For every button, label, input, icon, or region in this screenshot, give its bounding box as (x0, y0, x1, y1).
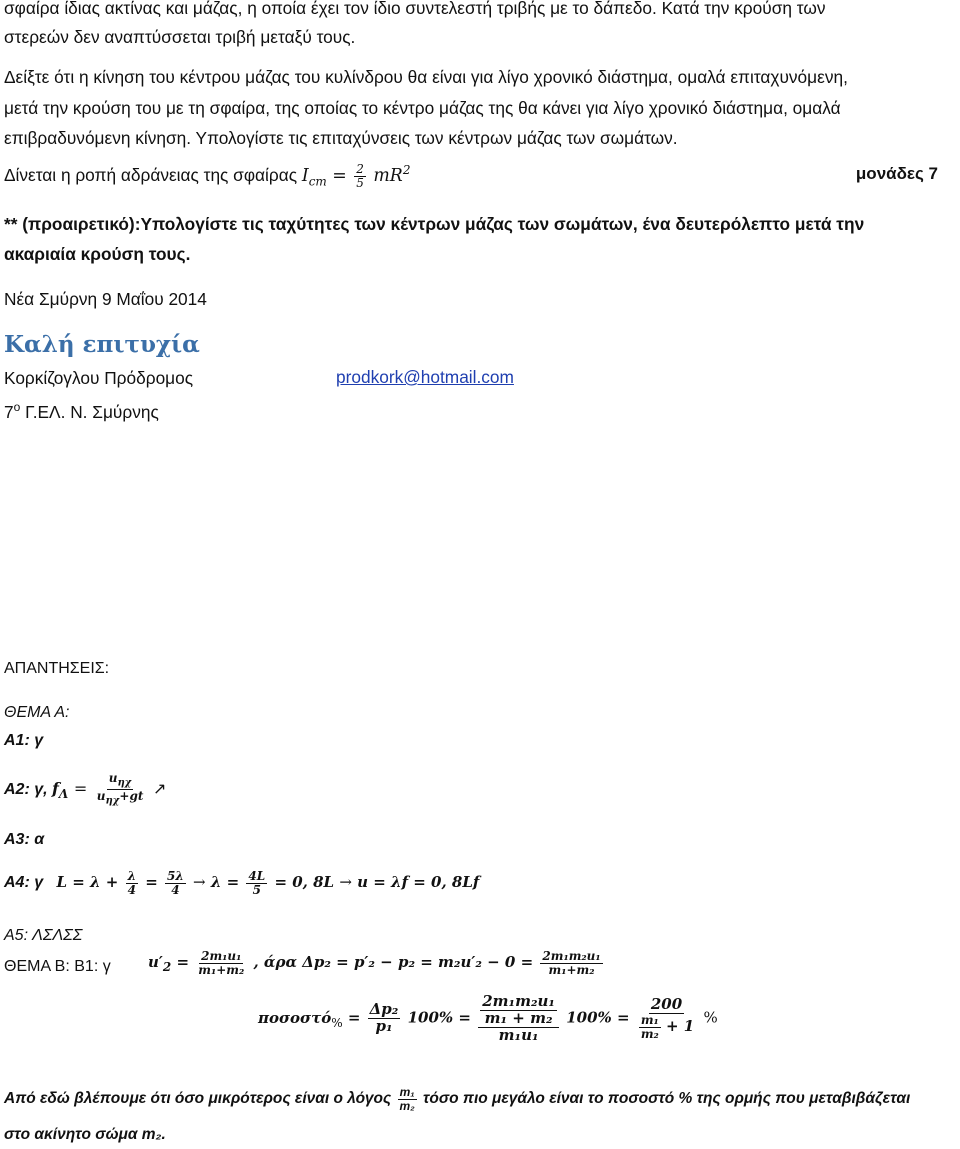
place-date: Νέα Σμύρνη 9 Μαΐου 2014 (4, 289, 207, 309)
task-line-1: Δείξτε ότι η κίνηση του κέντρου μάζας του κυλίνδρου θα είναι για λίγο χρονικό διάστημα, ομαλά επιταχυνόμενη, (4, 67, 848, 87)
author-name: Κορκίζογλου Πρόδρομος (4, 368, 194, 388)
fraction-doppler: $\frac{u_{\eta\chi}}{u_{\eta\chi}+gt}$ (96, 771, 144, 807)
optional-line-2: ακαριαία κρούση τους. (4, 244, 191, 264)
b1-formula: $u'_2$ = $\frac{\text{2m₁u₁}}{\text{m₁+m₂}}$ , άρα Δp₂ = p′₂ − p₂ = m₂u′₂ − 0 = $\frac{\text{2m₁m₂u₁}}{\text{m₁+m₂}}$ (148, 949, 601, 977)
inertia-formula: $I_{cm}$ = $\frac{2}{5}$ $mR^2$ (301, 162, 411, 190)
task-line-3: επιβραδυνόμενη κίνηση. Υπολογίστε τις επιταχύνσεις των κέντρων μάζας των σωμάτων. (4, 128, 678, 148)
answer-a2: Α2: γ, $f_\Lambda$ = $\frac{u_{\eta\chi}}{u_{\eta\chi}+gt}$ ↗ (4, 771, 167, 807)
answer-a4: Α4: γ L = λ + $\frac{\lambda}{4}$ = $\frac{5\lambda}{4}$ → λ = $\frac{4L}{5}$ = 0, 8L → u = λf = 0, 8Lf (4, 869, 480, 897)
conclusion-line-1: Από εδώ βλέπουμε ότι όσο μικρότερος είναι ο λόγος $\frac{\text{m₁}}{\text{m₂}}$ τόσο πιο μεγάλο είναι το ποσοστό % της ορμής που μεταβιβάζεται (4, 1085, 911, 1113)
answer-a5: Α5: ΛΣΛΣΣ (4, 927, 83, 944)
intro-line-1: σφαίρα ίδιας ακτίνας και μάζας, η οποία έχει τον ίδιο συντελεστή τριβής με το δάπεδο. Κατά την κρούση των (4, 0, 826, 18)
good-luck-heading: Καλή επιτυχία (4, 331, 200, 358)
author-email-link[interactable]: prodkork@hotmail.com (336, 367, 514, 387)
answer-a3: Α3: α (4, 831, 45, 848)
answers-title: ΑΠΑΝΤΗΣΕΙΣ: (4, 660, 110, 677)
increase-arrow-icon: ↗ (152, 780, 167, 798)
points-label: μονάδες 7 (855, 164, 938, 183)
optional-line-1: ** (προαιρετικό):Υπολογίστε τις ταχύτητες των κέντρων μάζας των σωμάτων, ένα δευτερόλεπτο μετά την (4, 214, 865, 234)
theme-b-heading: ΘΕΜΑ Β: Β1: γ (4, 958, 111, 975)
given-text: Δίνεται η ροπή αδράνειας της σφαίρας (4, 164, 298, 185)
fraction-two-fifths: $\frac{2}{5}$ (356, 162, 364, 190)
task-line-2: μετά την κρούση του με τη σφαίρα, της οποίας το κέντρο μάζας της θα κάνει για λίγο χρονικό διάστημα, ομαλά (4, 98, 841, 118)
given-line (4, 156, 410, 197)
intro-line-2: στερεών δεν αναπτύσσεται τριβή μεταξύ τους. (4, 27, 356, 47)
answer-a1: Α1: γ (4, 732, 44, 749)
percentage-formula: ποσοστό$_{\%}$ = $\frac{\text{Δp₂}}{\text{p₁}}$ 100% = $\frac{\frac{\text{2m₁m₂u₁}}{\text{m₁ + m₂}}}{\text{m₁u₁}}$ 100% = 200 $\frac{\text{m₁}}{\text{m₂}}$ + 1 % (258, 992, 718, 1044)
theme-a-heading: ΘΕΜΑ Α: (4, 704, 70, 721)
conclusion-line-2: στο ακίνητο σώμα m₂. (4, 1126, 166, 1143)
school-line: $7^o$ Γ.ΕΛ. Ν. Σμύρνης (4, 400, 159, 422)
